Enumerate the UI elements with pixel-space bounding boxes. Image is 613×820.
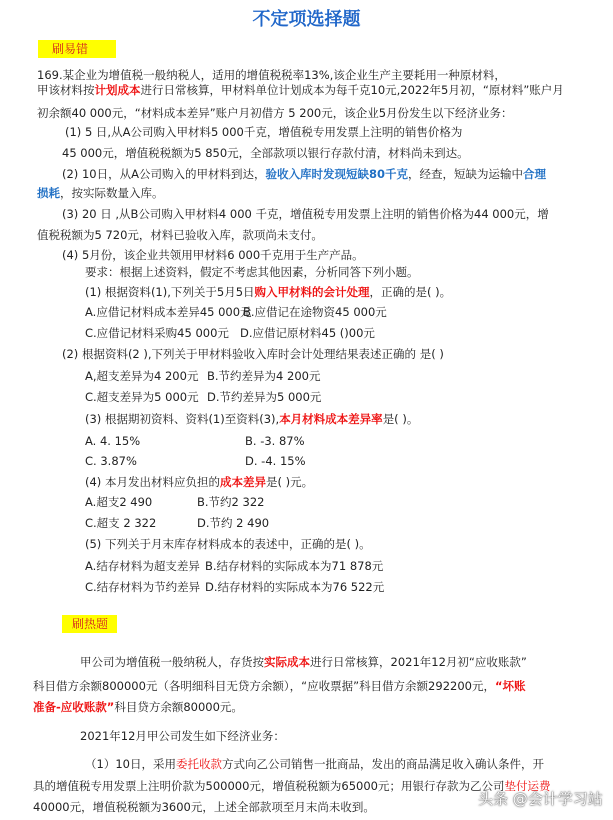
text-segment: (4) 本月发出材料应负担的 [85, 475, 220, 489]
text-segment: 是( )。 [382, 412, 419, 426]
text-segment: 要求：根据上述资料，假定不考虑其他因素，分析同答下列小题。 [85, 265, 419, 279]
text-line [85, 411, 418, 427]
text-line [205, 558, 383, 574]
highlighted-text: 准备-应收账款” [33, 700, 115, 714]
highlighted-text: 计划成本 [94, 83, 141, 97]
text-segment: C.应借记材料采购45 000元 [85, 326, 229, 340]
text-segment: 值税税额为5 720元，材料已验收入库，款项尚未支付。 [37, 228, 323, 242]
text-segment: (5) 下列关于月末库存材料成本的表述中，正确的是( )。 [85, 537, 371, 551]
text-segment: C.结存材料为节约差异 [85, 580, 201, 594]
page-title: 不定项选择题 [252, 9, 361, 30]
text-line [37, 185, 164, 201]
text-line [33, 799, 375, 815]
text-segment: ，按实际数量入库。 [60, 186, 164, 200]
text-line [80, 654, 527, 670]
highlighted-text: 验收入库时发现短缺80千克 [265, 167, 408, 181]
text-line [85, 433, 140, 449]
text-line [62, 145, 469, 161]
watermark: 头条 @会计学习站 [478, 790, 603, 808]
text-segment: （1）10日，采用 [85, 757, 176, 771]
text-line [85, 453, 137, 469]
text-line [245, 453, 306, 469]
text-segment: A.应借记材料成本差异45 000元 [85, 305, 252, 319]
text-segment: ，正确的是( )。 [369, 285, 452, 299]
text-line [85, 494, 152, 510]
text-line [62, 166, 546, 182]
text-segment: D.应借记原材料45 ()00元 [240, 326, 375, 340]
text-segment: A,超支差异为4 200元 [85, 369, 199, 383]
text-segment: ，经查，短缺为运输中 [407, 167, 523, 181]
text-line [85, 756, 544, 772]
text-segment: 是( )元。 [265, 475, 314, 489]
text-line [37, 105, 513, 121]
highlighted-text: 委托收款 [175, 757, 222, 771]
text-line [62, 206, 549, 222]
highlighted-text: 垫付运费 [504, 779, 551, 793]
text-segment: 进行日常核算，甲材料单位计划成本为每千克10元,2022年5月初，“原材料”账户月 [140, 83, 564, 97]
text-segment: B.节约差异为4 200元 [207, 369, 321, 383]
text-segment: (3) 根据期初资料、资料(1)至资料(3), [85, 412, 280, 426]
text-line [85, 325, 229, 341]
text-segment: 具的增值税专用发票上注明价款为500000元，增值税税额为65000元；用银行存款为乙公司 [33, 779, 505, 793]
text-line [240, 325, 375, 341]
highlighted-text: 实际成本 [264, 655, 310, 669]
text-segment: A.超支2 490 [85, 495, 153, 509]
highlighted-text: 合理 [522, 167, 546, 181]
text-line [207, 389, 321, 405]
text-line [33, 678, 526, 694]
text-line [33, 778, 550, 794]
text-segment: 2021年12月甲公司发生如下经济业务： [80, 729, 285, 743]
text-segment: 方式向乙公司销售一批商品，发出的商品满足收入确认条件，开 [221, 757, 544, 771]
highlighted-text: 购入甲材料的会计处理 [254, 285, 370, 299]
text-line [65, 124, 462, 140]
text-segment: (3) 20 日 ,从B公司购入甲材料4 000 千克，增值税专用发票上注明的销售价格为44 000元，增 [62, 207, 549, 221]
highlighted-text: 本月材料成本差异率 [279, 412, 383, 426]
text-segment: 甲公司为增值税一般纳税人，存货按 [80, 655, 264, 669]
text-line [37, 67, 506, 83]
text-line [85, 284, 451, 300]
text-segment: D.节约差异为5 000元 [207, 390, 322, 404]
text-line [207, 368, 320, 384]
text-line [85, 368, 198, 384]
text-segment: (1) 5 日,从A公司购入甲材料5 000千克，增值税专用发票上注明的销售价格为 [65, 125, 463, 139]
text-segment: D.结存材料的实际成本为76 522元 [205, 580, 385, 594]
text-segment: 科目贷方余额80000元。 [114, 700, 243, 714]
text-line [85, 558, 200, 574]
text-line [85, 536, 371, 552]
text-line [85, 579, 200, 595]
text-segment: C. 3.87% [85, 454, 137, 468]
text-line [197, 494, 264, 510]
text-segment: D.节约 2 490 [197, 516, 270, 530]
text-line [62, 247, 364, 263]
text-line [85, 264, 419, 280]
text-segment: B.应借记在途物资45 000元 [243, 305, 387, 319]
text-line [37, 227, 323, 243]
text-segment: (2) 10日，从A公司购入的甲材料到达， [62, 167, 266, 181]
text-line [243, 304, 387, 320]
section-badge-error-prone: 刷易错 [38, 40, 116, 58]
text-segment: C.超支 2 322 [85, 516, 157, 530]
text-line [62, 346, 444, 362]
text-line [85, 474, 313, 490]
text-line [85, 389, 199, 405]
text-line [85, 304, 252, 320]
text-segment: 进行日常核算，2021年12月初“应收账款” [310, 655, 527, 669]
text-segment: A.结存材料为超支差异 [85, 559, 200, 573]
text-segment: C.超支差异为5 000元 [85, 390, 199, 404]
section-badge-hot-topics: 刷热题 [62, 615, 117, 633]
text-segment: 初余额40 000元，“材料成本差异”账户月初借方 5 200元，该企业5月份发生以下经济业务： [37, 106, 513, 120]
text-segment: A. 4. 15% [85, 434, 141, 448]
text-line [80, 728, 285, 744]
text-line [85, 515, 156, 531]
text-line [197, 515, 269, 531]
text-line [245, 433, 305, 449]
text-segment: (2) 根据资料(2 ),下列关于甲材料验收入库时会计处理结果表述正确的 是( ) [62, 347, 444, 361]
text-line [205, 579, 384, 595]
text-segment: 45 000元，增值税税额为5 850元，全部款项以银行存款付清，材料尚未到达。 [62, 146, 469, 160]
highlighted-text: 损耗 [37, 186, 60, 200]
text-segment: B. -3. 87% [245, 434, 305, 448]
text-segment: 科目借方余额800000元（各明细科目无贷方余额），“应收票据”科目借方余额292200元， [33, 679, 495, 693]
text-line [33, 699, 243, 715]
highlighted-text: “坏账 [494, 679, 526, 693]
text-segment: B.节约2 322 [197, 495, 265, 509]
highlighted-text: 成本差异 [219, 475, 266, 489]
text-segment: 甲该材料按 [37, 83, 95, 97]
text-line [37, 82, 564, 98]
text-segment: 169.某企业为增值税一般纳税人，适用的增值税税率13%,该企业生产主要耗用一种原材料， [37, 68, 506, 82]
text-segment: D. -4. 15% [245, 454, 306, 468]
text-segment: (1) 根据资料(1),下列关于5月5日 [85, 285, 255, 299]
text-segment: B.结存材料的实际成本为71 878元 [205, 559, 384, 573]
text-segment: 40000元，增值税税额为3600元，上述全部款项至月末尚未收到。 [33, 800, 375, 814]
text-segment: (4) 5月份，该企业共领用甲材料6 000千克用于生产产品。 [62, 248, 364, 262]
